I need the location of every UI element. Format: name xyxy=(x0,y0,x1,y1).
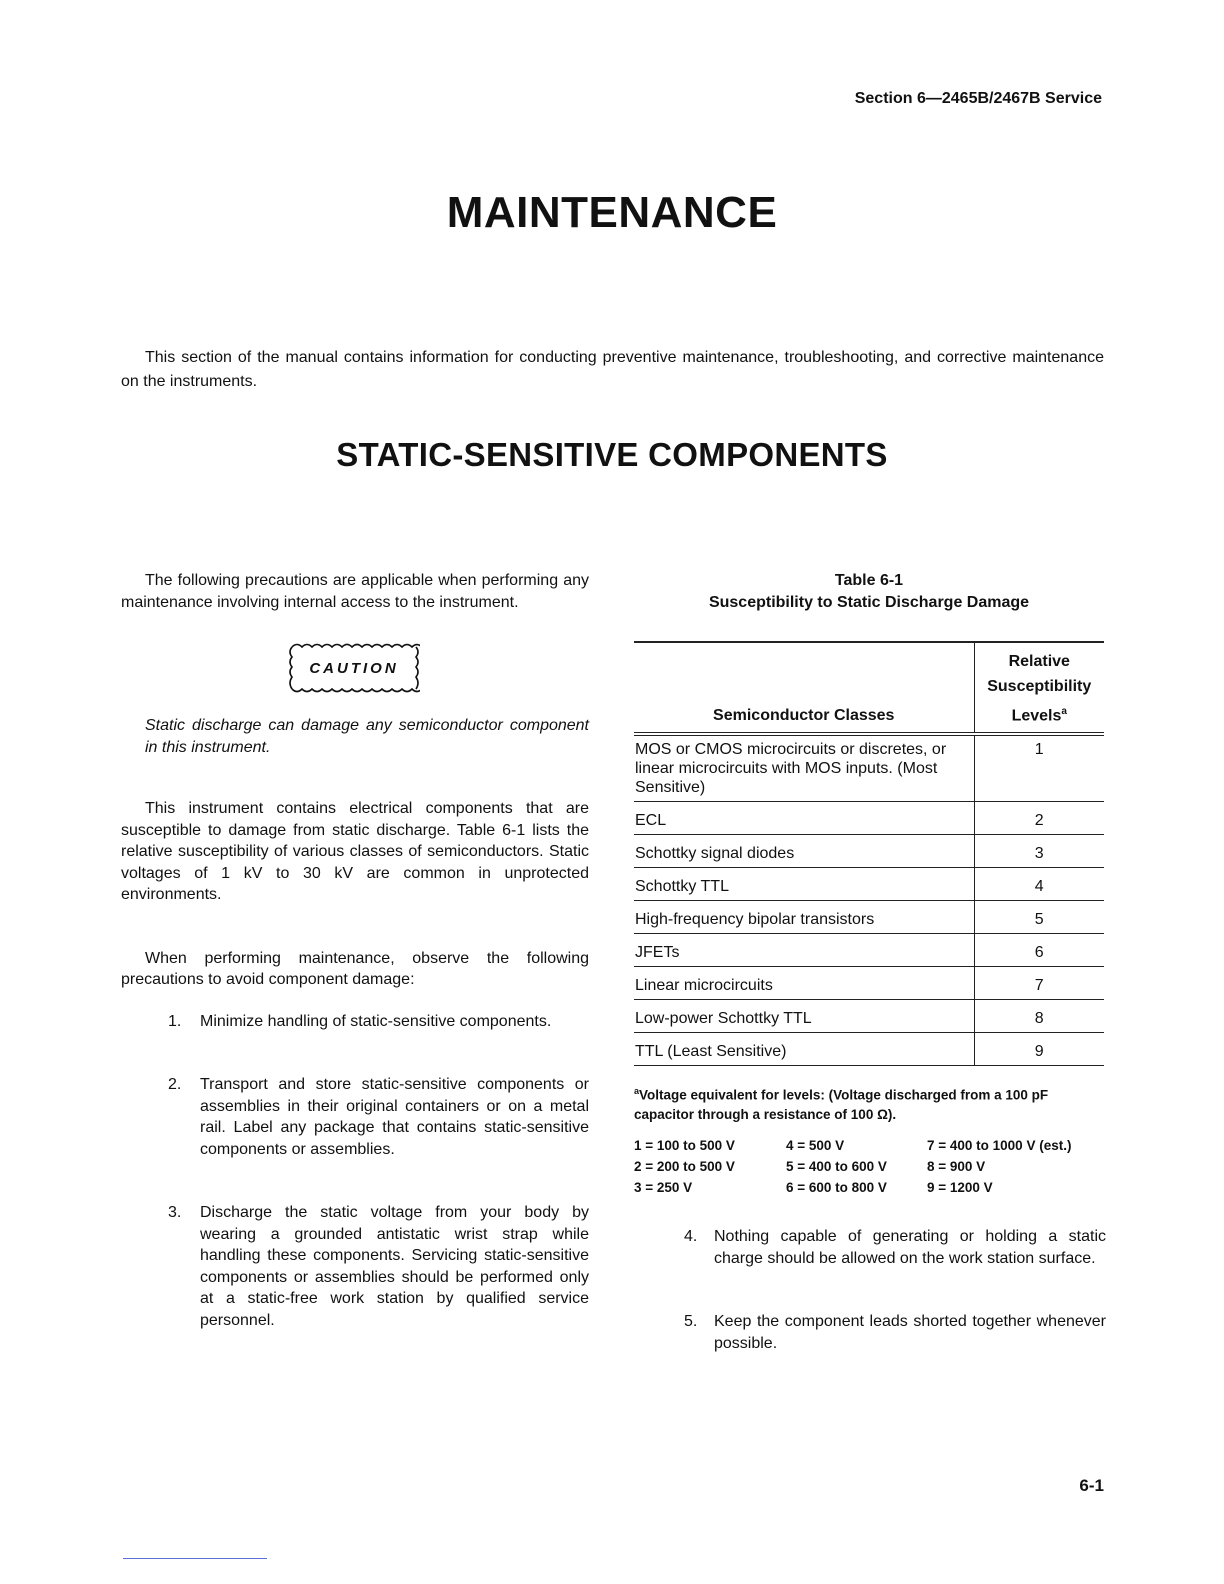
observe-precautions-paragraph: When performing maintenance, observe the following precautions to avoid component damage: xyxy=(121,949,589,988)
table-cell-class: Low-power Schottky TTL xyxy=(634,1000,974,1033)
right-column-list xyxy=(634,1226,1106,1396)
level-voltage: 4 = 500 V xyxy=(786,1137,845,1153)
table-cell-class: MOS or CMOS microcircuits or discretes, or linear microcircuits with MOS inputs. (Most Sensitive) xyxy=(634,734,974,802)
table-cell-class: JFETs xyxy=(634,934,974,967)
footnote-text xyxy=(634,1082,1106,1124)
list-item-text: Transport and store static-sensitive components or assemblies in their original containers or on a metal rail. Label any package that contains static-sensitive components or assemblies. xyxy=(200,1076,589,1158)
table-cell-class: TTL (Least Sensitive) xyxy=(634,1033,974,1066)
table-cell-level: 1 xyxy=(974,734,1104,802)
intro-paragraph: This section of the manual contains information for conducting preventive maintenance, troubleshooting, and corrective maintenance on the instruments. xyxy=(121,349,1104,390)
footnote-body: Voltage equivalent for levels: (Voltage discharged from a 100 pF capacitor through a resistance of 100 Ω). xyxy=(634,1087,1049,1122)
section-title: STATIC-SENSITIVE COMPONENTS xyxy=(336,436,888,473)
page-number: 6-1 xyxy=(1079,1476,1104,1495)
col-header-line: Levels xyxy=(1011,707,1062,725)
list-item-text: Minimize handling of static-sensitive components. xyxy=(200,1012,552,1030)
table-cell-level: 4 xyxy=(974,868,1104,901)
table-cell-class: Schottky TTL xyxy=(634,868,974,901)
table-cell-level: 2 xyxy=(974,802,1104,835)
table-cell-level: 8 xyxy=(974,1000,1104,1033)
footnote-marker: a xyxy=(634,1086,640,1096)
level-voltage: 1 = 100 to 500 V xyxy=(634,1137,735,1153)
level-voltage: 8 = 900 V xyxy=(927,1158,986,1174)
table-row xyxy=(634,934,1104,967)
table-row xyxy=(634,1000,1104,1033)
table-cell-level: 3 xyxy=(974,835,1104,868)
caution-label: CAUTION xyxy=(309,660,399,677)
col-header-line: Susceptibility xyxy=(987,678,1092,695)
caution-text: Static discharge can damage any semiconductor component in this instrument. xyxy=(145,717,589,756)
precautions-list xyxy=(121,1011,589,1332)
page-title: MAINTENANCE xyxy=(446,188,778,237)
level-voltage: 9 = 1200 V xyxy=(927,1179,993,1195)
precautions-list-continued xyxy=(634,1226,1106,1354)
table-row xyxy=(634,967,1104,1000)
table-caption xyxy=(634,570,1104,614)
table-row xyxy=(634,1033,1104,1066)
level-voltage: 3 = 250 V xyxy=(634,1179,693,1195)
list-item xyxy=(634,1311,1106,1354)
precautions-intro: The following precautions are applicable when performing any maintenance involving internal access to the instrument. xyxy=(121,572,589,611)
list-item-text: Discharge the static voltage from your body by wearing a grounded antistatic wrist strap while handling these components. Servicing static-sensitive components or assemblies should be performed only at a static-free work station by qualified service personnel. xyxy=(200,1204,589,1329)
level-voltage: 7 = 400 to 1000 V (est.) xyxy=(927,1137,1072,1153)
level-voltage: 6 = 600 to 800 V xyxy=(786,1179,887,1195)
table-number: Table 6-1 xyxy=(834,572,904,589)
table-row xyxy=(634,734,1104,802)
col-header-line: Relative xyxy=(1008,653,1070,670)
left-column xyxy=(121,570,589,1373)
table-header-row xyxy=(634,642,1104,734)
table-cell-class: Linear microcircuits xyxy=(634,967,974,1000)
list-item xyxy=(121,1202,589,1331)
susceptibility-paragraph: This instrument contains electrical components that are susceptible to damage from static discharge. Table 6-1 lists the relative susceptibility of various classes of semiconductors. Static voltages of 1 kV to 30 kV are common in unprotected environments. xyxy=(121,800,589,903)
table-row xyxy=(634,802,1104,835)
col-header-classes: Semiconductor Classes xyxy=(634,642,974,734)
table-cell-level: 6 xyxy=(974,934,1104,967)
table-footnote xyxy=(634,1082,1106,1197)
table-cell-class: High-frequency bipolar transistors xyxy=(634,901,974,934)
table-cell-level: 5 xyxy=(974,901,1104,934)
footnote-marker: a xyxy=(1061,706,1067,717)
running-header: Section 6—2465B/2467B Service xyxy=(854,90,1102,107)
table-row xyxy=(634,835,1104,868)
list-item-number: 2. xyxy=(168,1076,182,1093)
caution-block xyxy=(121,641,589,697)
list-item-text: Nothing capable of generating or holding a static charge should be allowed on the work station surface. xyxy=(714,1228,1106,1267)
list-item-number: 5. xyxy=(684,1313,698,1330)
footer-rule xyxy=(123,1558,267,1559)
level-voltage-list xyxy=(634,1136,1106,1197)
list-item-number: 4. xyxy=(684,1228,698,1245)
susceptibility-table xyxy=(634,641,1104,1066)
table-cell-class: ECL xyxy=(634,802,974,835)
table-title: Susceptibility to Static Discharge Damage xyxy=(708,594,1030,611)
list-item xyxy=(121,1074,589,1160)
list-item-number: 1. xyxy=(168,1012,182,1030)
table-row xyxy=(634,901,1104,934)
level-voltage: 5 = 400 to 600 V xyxy=(786,1158,887,1174)
table-cell-level: 7 xyxy=(974,967,1104,1000)
table-cell-level: 9 xyxy=(974,1033,1104,1066)
col-header-levels xyxy=(974,642,1104,734)
list-item xyxy=(634,1226,1106,1269)
level-voltage: 2 = 200 to 500 V xyxy=(634,1158,735,1174)
list-item-number: 3. xyxy=(168,1204,182,1221)
table-row xyxy=(634,868,1104,901)
table-cell-class: Schottky signal diodes xyxy=(634,835,974,868)
list-item xyxy=(121,1011,589,1033)
list-item-text: Keep the component leads shorted together whenever possible. xyxy=(714,1313,1106,1352)
